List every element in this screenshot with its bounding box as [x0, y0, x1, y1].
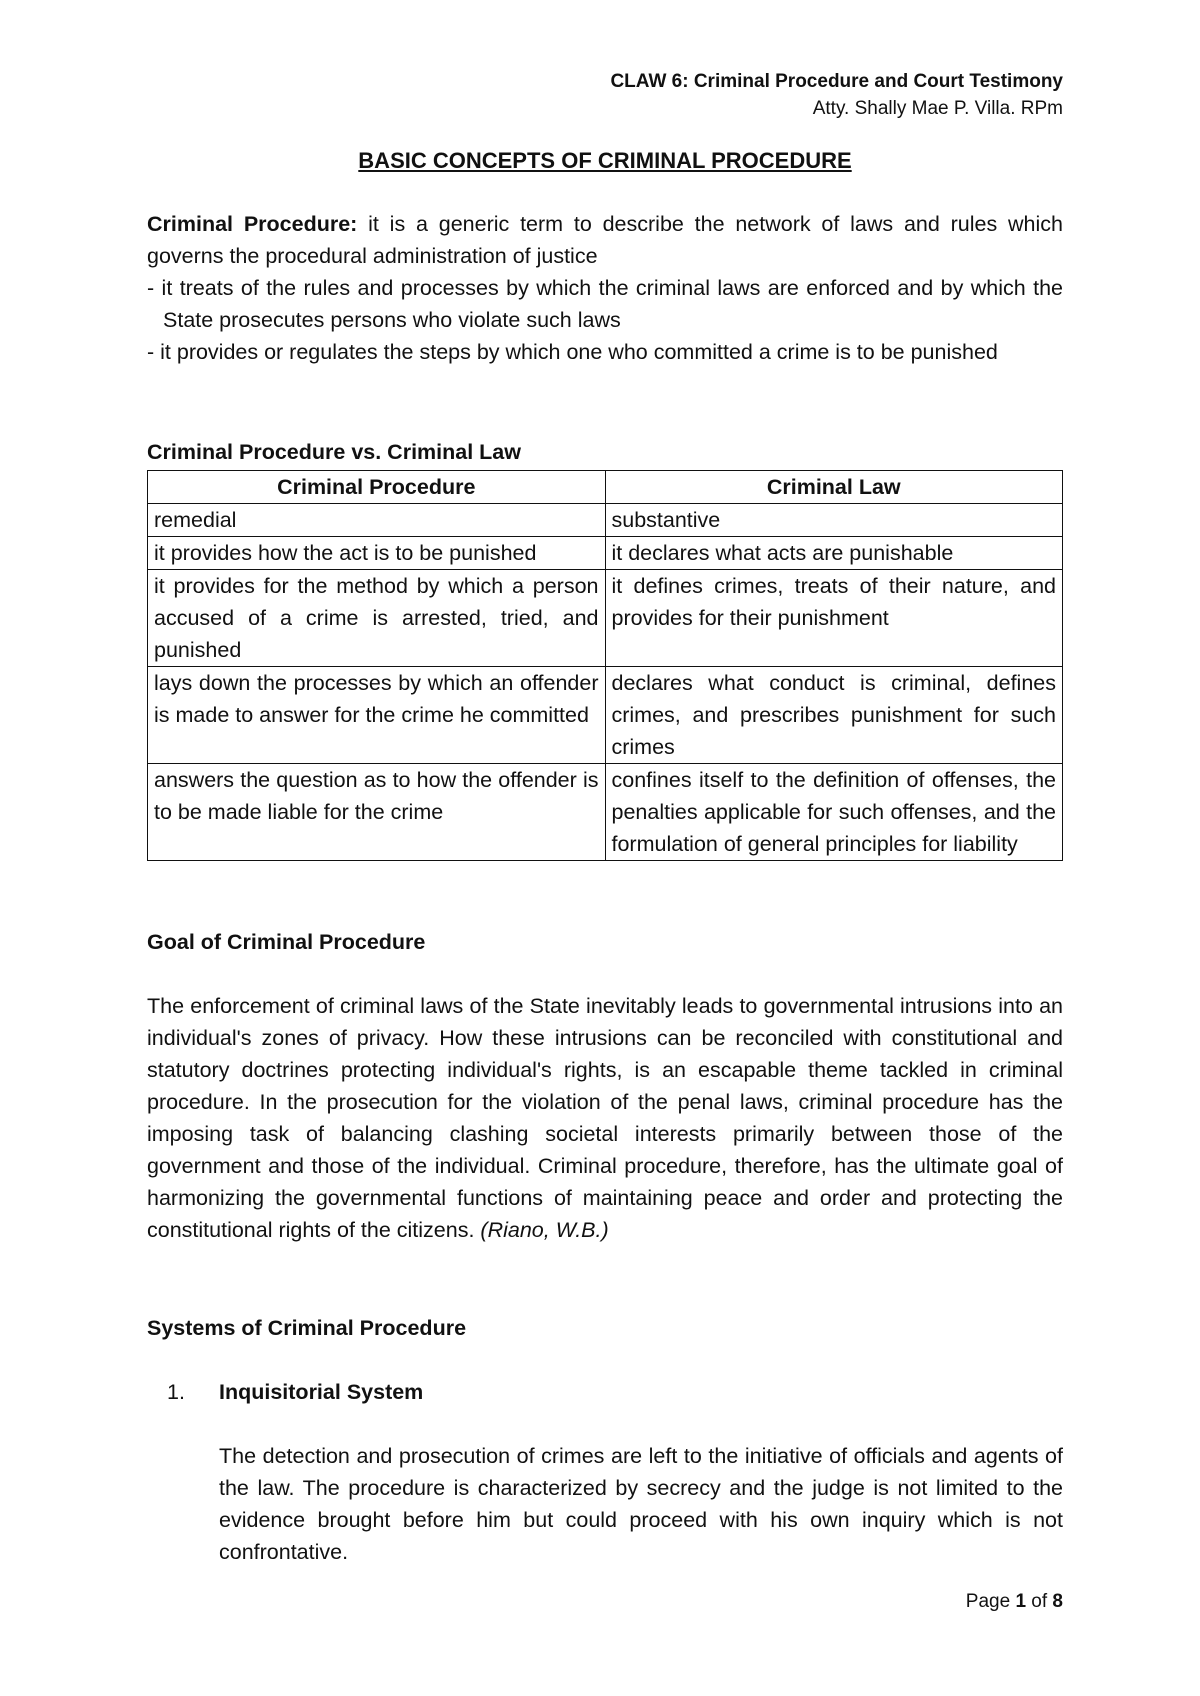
list-item-title: Inquisitorial System	[219, 1380, 424, 1404]
procedure-cell: it provides for the method by which a person accused of a crime is arrested, tried, and punished	[148, 570, 606, 667]
comparison-table	[147, 470, 1063, 861]
comparison-section	[147, 436, 1063, 861]
law-cell: it declares what acts are punishable	[605, 537, 1063, 570]
page-label: Page	[965, 1591, 1016, 1612]
definition-bullet: - it treats of the rules and processes by which the criminal laws are enforced and by which the State prosecutes persons who violate such laws	[147, 276, 1063, 332]
definition-text: it is a generic term to describe the network of laws and rules which governs the procedural administration of justice	[147, 212, 1064, 268]
definition-section	[147, 208, 1063, 368]
document-title: BASIC CONCEPTS OF CRIMINAL PROCEDURE	[358, 148, 852, 173]
procedure-cell: it provides how the act is to be punished	[148, 537, 606, 570]
goal-section	[147, 926, 1063, 1246]
goal-citation: (Riano, W.B.)	[480, 1218, 609, 1242]
total-pages: 8	[1052, 1591, 1063, 1612]
page-footer	[966, 1586, 1063, 1618]
goal-text: The enforcement of criminal laws of the State inevitably leads to governmental intrusions into an individual's zones of privacy. How these intrusions can be reconciled with constitutional and statutory doctrines protecting individual's rights, is an escapable theme tackled in criminal procedure. In the prosecution for the violation of the penal laws, criminal procedure has the imposing task of balancing clashing societal interests primarily between those of the government and those of the individual. Criminal procedure, therefore, has the ultimate goal of harmonizing the governmental functions of maintaining peace and order and protecting the constitutional rights of the citizens.	[147, 994, 1063, 1242]
law-cell: it defines crimes, treats of their nature, and provides for their punishment	[605, 570, 1063, 667]
systems-heading: Systems of Criminal Procedure	[147, 1316, 467, 1340]
page-header	[610, 68, 1063, 122]
list-item-number: 1.	[167, 1380, 185, 1404]
definition-term: Criminal Procedure:	[147, 212, 358, 236]
list-item	[147, 1376, 1063, 1568]
law-cell: declares what conduct is criminal, defines crimes, and prescribes punishment for such crimes	[605, 667, 1063, 764]
law-cell: substantive	[605, 504, 1063, 537]
goal-paragraph	[147, 990, 1063, 1246]
table-row	[148, 537, 1063, 570]
table-row	[148, 504, 1063, 537]
definition-paragraph	[147, 208, 1063, 272]
page-number: 1	[1015, 1591, 1027, 1612]
course-title: CLAW 6: Criminal Procedure and Court Testimony	[610, 71, 1063, 92]
list-item-body	[219, 1376, 1063, 1568]
procedure-cell: answers the question as to how the offender is to be made liable for the crime	[148, 764, 606, 861]
comparison-heading: Criminal Procedure vs. Criminal Law	[147, 440, 521, 464]
goal-heading: Goal of Criminal Procedure	[147, 930, 426, 954]
definition-bullet: - it provides or regulates the steps by which one who committed a crime is to be punished	[147, 340, 998, 364]
table-header-row	[148, 471, 1063, 504]
table-row	[148, 764, 1063, 861]
column-header-procedure: Criminal Procedure	[148, 471, 606, 504]
list-item-text: The detection and prosecution of crimes are left to the initiative of officials and agents of the law. The procedure is characterized by secrecy and the judge is not limited to the evidence brought before him but could proceed with his own inquiry which is not confrontative.	[219, 1444, 1063, 1564]
of-label: of	[1026, 1591, 1053, 1612]
table-row	[148, 667, 1063, 764]
column-header-law: Criminal Law	[605, 471, 1063, 504]
law-cell: confines itself to the definition of offenses, the penalties applicable for such offenses, and the formulation of general principles for liability	[605, 764, 1063, 861]
table-row	[148, 570, 1063, 667]
instructor-name: Atty. Shally Mae P. Villa. RPm	[812, 98, 1063, 119]
systems-section	[147, 1312, 1063, 1568]
procedure-cell: lays down the processes by which an offender is made to answer for the crime he committed	[148, 667, 606, 764]
procedure-cell: remedial	[148, 504, 606, 537]
